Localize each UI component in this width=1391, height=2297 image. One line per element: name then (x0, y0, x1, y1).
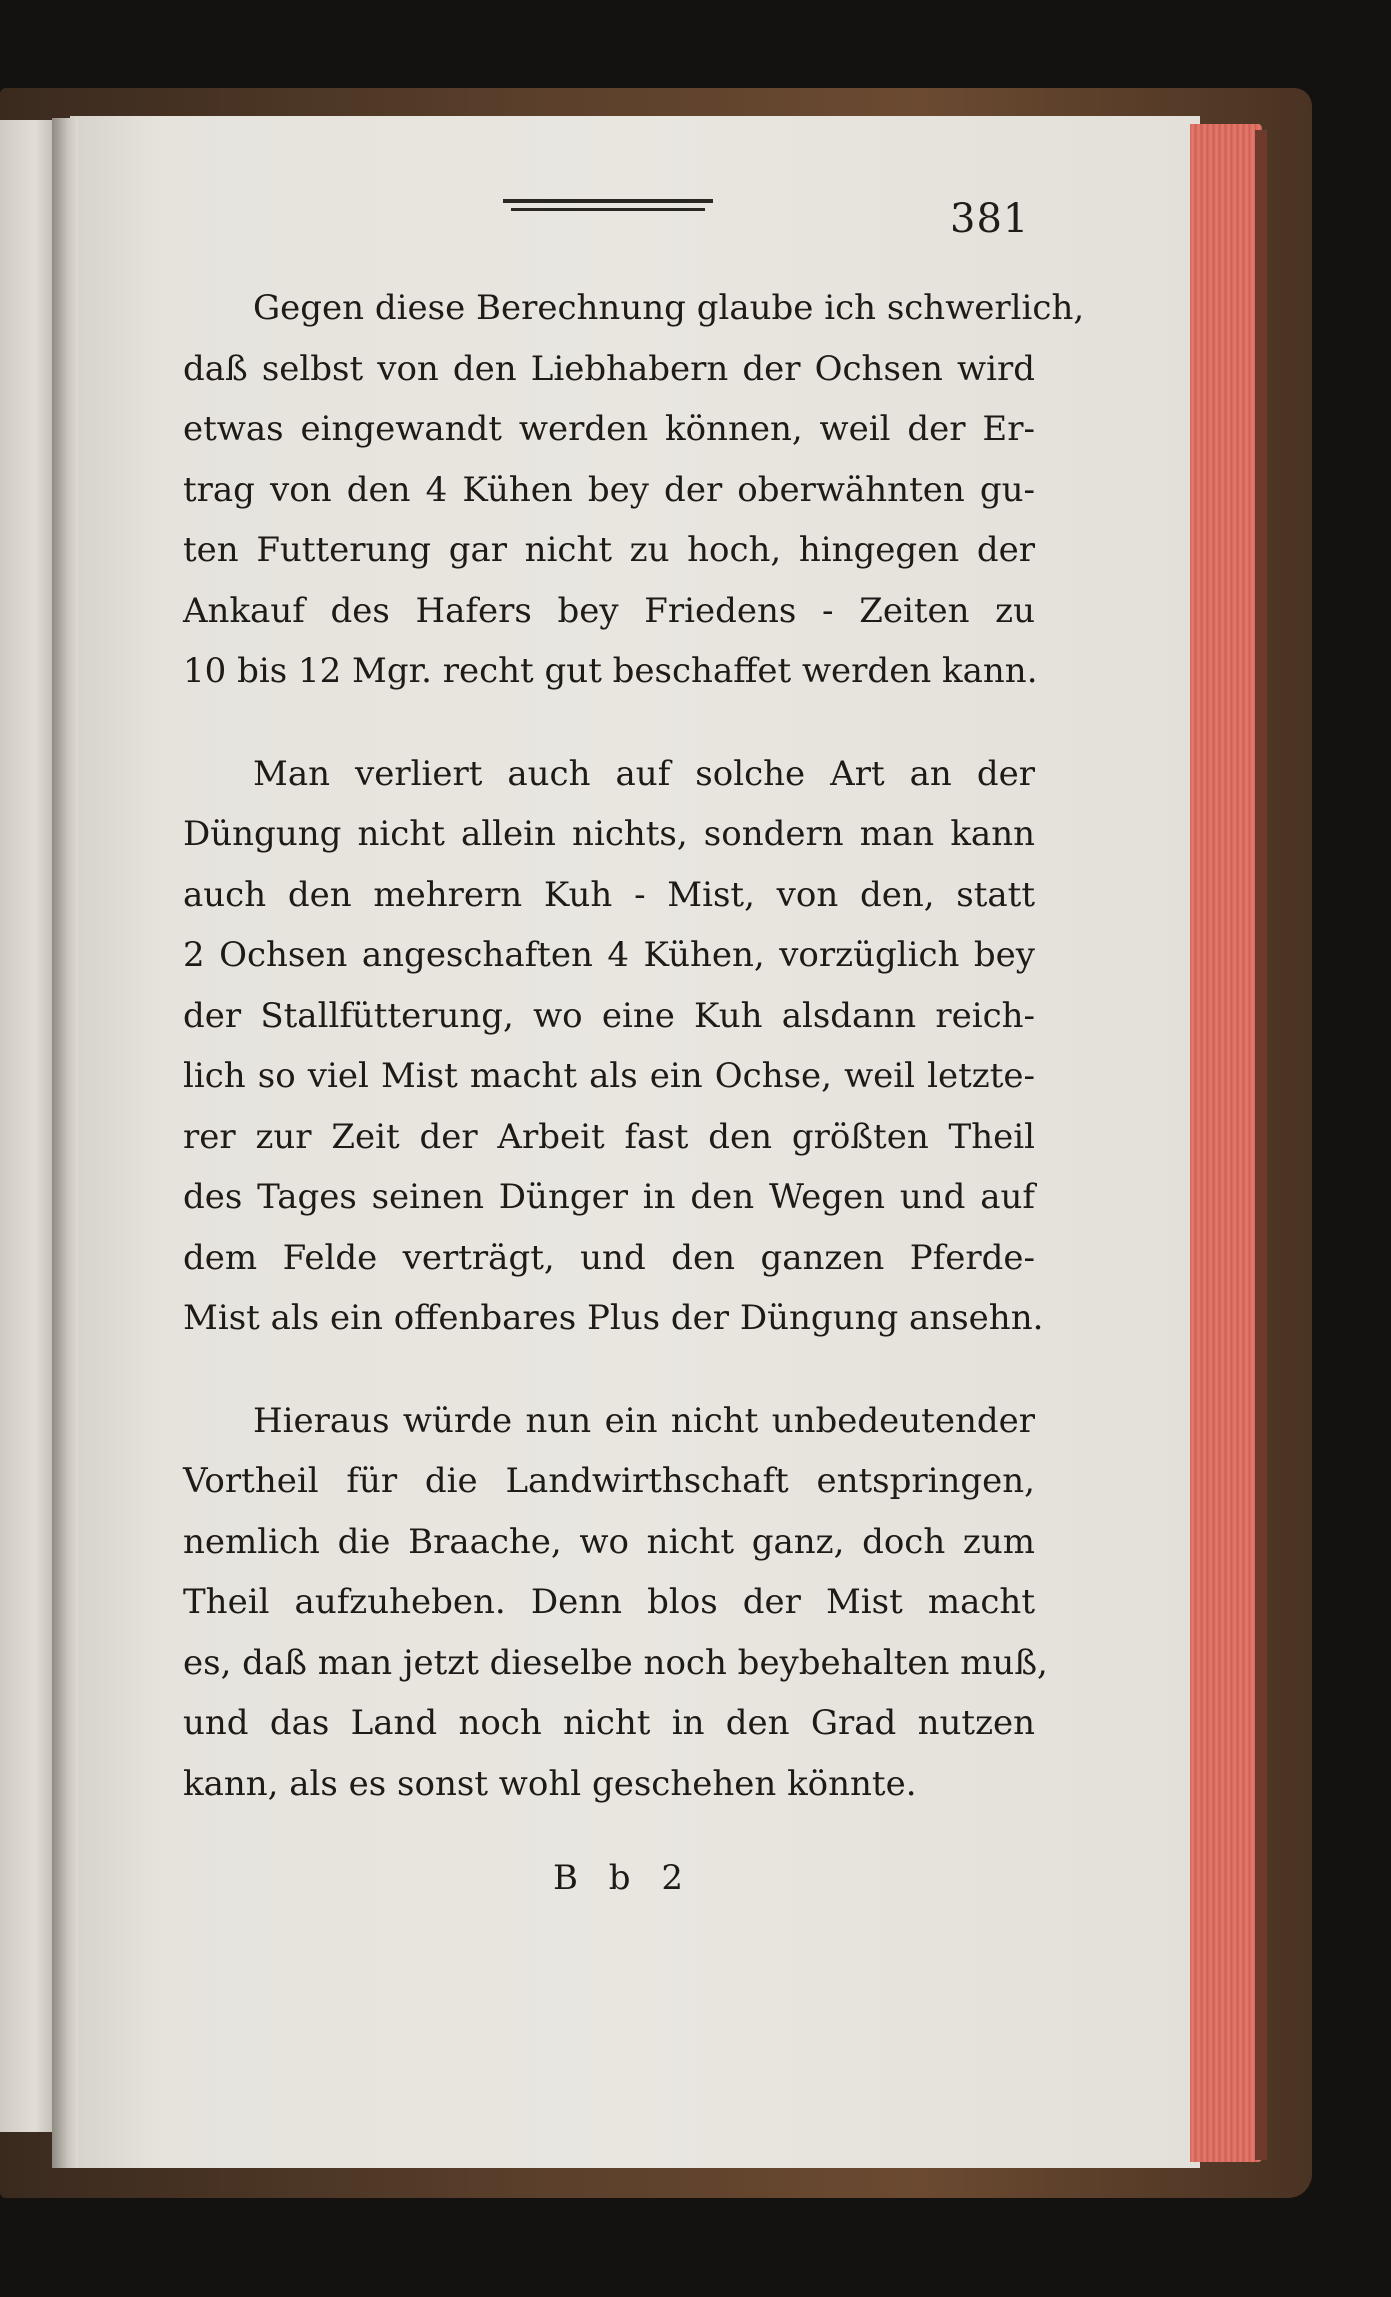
text-line: lich so viel Mist macht als ein Ochse, weil letzte- (183, 1056, 1035, 1096)
text-line: daß selbst von den Liebhabern der Ochsen wird (183, 348, 1035, 389)
text-line: es, daß man jetzt dieselbe noch beybehalten muß, (183, 1642, 1048, 1683)
paragraph-3 (183, 1391, 1048, 1815)
text-line: rer zur Zeit der Arbeit fast den größten Theil (183, 1116, 1035, 1157)
page-edge-shadow (1255, 130, 1267, 2160)
text-line: Hieraus würde nun ein nicht unbedeutender (253, 1400, 1035, 1441)
facing-page-edge (0, 120, 58, 2132)
text-line: ten Futterung gar nicht zu hoch, hingegen der (183, 530, 1035, 570)
page-number: 381 (950, 196, 1030, 242)
page-gutter (52, 118, 78, 2168)
text-line: dem Felde verträgt, und den ganzen Pferde- (183, 1237, 1035, 1278)
text-line: etwas eingewandt werden können, weil der Er- (183, 409, 1035, 449)
text-line: und das Land noch nicht in den Grad nutzen (183, 1703, 1035, 1743)
header-rule (503, 199, 713, 215)
header-rule-bottom (511, 208, 705, 211)
paragraph-1 (183, 278, 1085, 702)
text-line: Vortheil für die Landwirthschaft entspringen, (183, 1461, 1035, 1501)
text-line: trag von den 4 Kühen bey der oberwähnten gu- (183, 469, 1035, 510)
text-line: 2 Ochsen angeschaften 4 Kühen, vorzüglich bey (183, 935, 1035, 975)
text-line: Man verliert auch auf solche Art an der (253, 753, 1035, 794)
text-line: des Tages seinen Dünger in den Wegen und auf (183, 1177, 1035, 1217)
text-line: Ankauf des Hafers bey Friedens - Zeiten zu (183, 590, 1035, 631)
text-line: nemlich die Braache, wo nicht ganz, doch zum (183, 1521, 1035, 1562)
red-page-edge (1190, 124, 1262, 2162)
text-line: Theil aufzuheben. Denn blos der Mist macht (183, 1582, 1035, 1622)
signature-mark: B b 2 (553, 1858, 693, 1898)
body-text (183, 278, 1085, 1856)
text-line: Mist als ein offenbares Plus der Düngung ansehn. (183, 1298, 1044, 1338)
header-rule-top (503, 199, 713, 203)
text-line: der Stallfütterung, wo eine Kuh alsdann reich- (183, 995, 1035, 1036)
text-line: auch den mehrern Kuh - Mist, von den, statt (183, 874, 1035, 915)
text-line: Gegen diese Berechnung glaube ich schwerlich, (253, 288, 1085, 328)
text-line: Düngung nicht allein nichts, sondern man kann (183, 814, 1035, 854)
text-line: kann, als es sonst wohl geschehen könnte. (183, 1763, 917, 1804)
paragraph-2 (183, 744, 1044, 1349)
text-line: 10 bis 12 Mgr. recht gut beschaffet werden kann. (183, 651, 1038, 691)
